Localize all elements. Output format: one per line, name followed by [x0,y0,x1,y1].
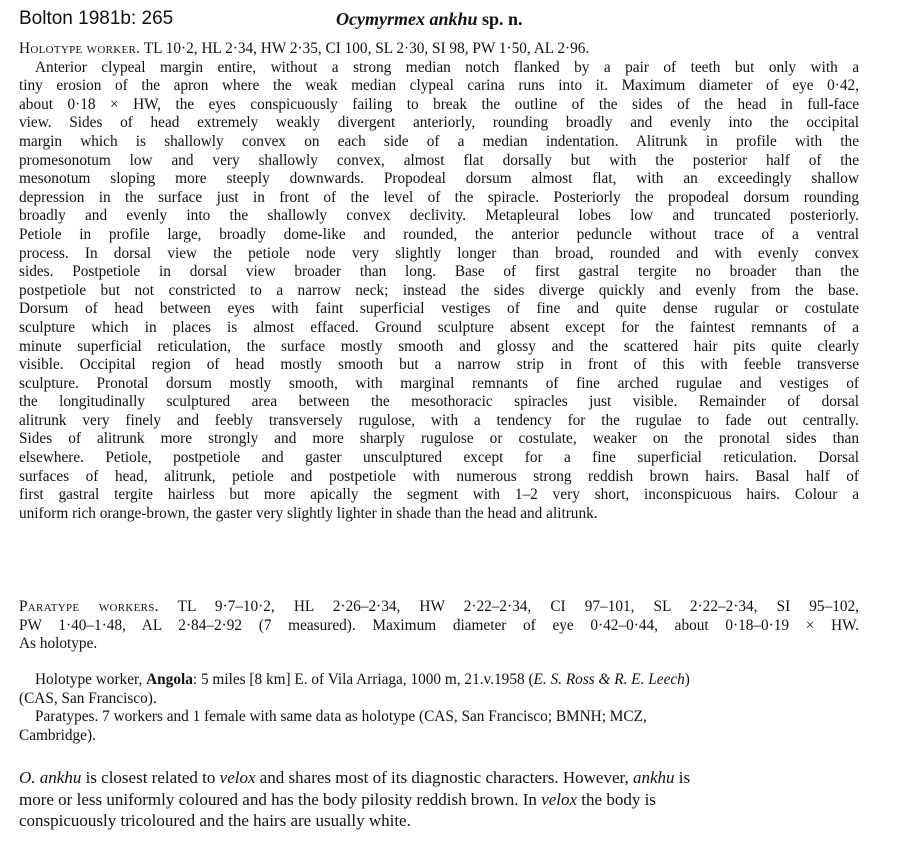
material-examined [19,671,859,745]
note-line-2 [19,789,859,811]
note-text-1: is closest related to [81,768,220,787]
holotype-text-line: sculpture. Pronotal dorsum mostly smooth, with marginal remnants of fine arched rugulae and vestiges of [19,374,859,392]
holotype-text-line: sculpture which in places is almost effaced. Ground sculpture absent except for the faintest remnants of a [19,318,859,336]
paratype-line-3: As holotype. [19,635,98,653]
note-species-2: velox [219,768,256,787]
collectors: E. S. Ross & R. E. Leech [533,671,685,688]
holotype-text-line: Sides of alitrunk more strongly and more sharply rugulose or costulate, weaker on the pronotal sides than [19,430,859,448]
holotype-description [19,40,859,523]
paratype-heading: Paratype workers. [19,598,159,615]
holotype-text-line: surfaces of head, alitrunk, petiole and postpetiole with numerous strong reddish brown hairs. Basal half of [19,467,859,485]
note-species-3: ankhu [632,768,675,787]
holotype-text-line: view. Sides of head extremely weakly divergent anteriorly, rounding broadly and evenly into the occipital [19,114,859,132]
holotype-text-line: Petiole in profile large, broadly dome-like and rounded, the anterior peduncle without trace of a ventral [19,225,859,243]
paratype-line-2: PW 1·40–1·48, AL 2·84–2·92 (7 measured). Maximum diameter of eye 0·42–0·44, about 0·18–0·19 × HW. [19,616,859,634]
holotype-material-prefix: Holotype worker, [35,671,147,688]
holotype-text-line: alitrunk very finely and feebly transversely rugulose, with a tendency for the rugulae to fade out centrally. [19,411,859,429]
note-text-5: the body is [577,789,656,809]
holotype-text-line: elsewhere. Petiole, postpetiole and gaster unsculptured except for a fine superficial reticulation. Dorsal [19,449,859,467]
holotype-text-line: postpetiole but not constricted to a narrow neck; instead the sides diverge quickly and evenly from the base. [19,281,859,299]
holotype-text-line: visible. Occipital region of head mostly smooth but a narrow strip in front of this with feeble transverse [19,356,859,374]
note-species-4: velox [541,789,578,809]
holotype-locality: : 5 miles [8 km] E. of Vila Arriaga, 1000 m, 21.v.1958 ( [192,671,534,688]
country: Angola [146,671,193,688]
reference-citation: Bolton 1981b: 265 [19,8,174,29]
holotype-text-line: Anterior clypeal margin entire, without a strong median notch flanked by a pair of teeth but only with a [35,58,859,76]
holotype-text-line: margin which is shallowly convex on each side of a median indentation. Alitrunk in profile with the [19,132,859,150]
species-title [336,9,523,30]
note-text-4: more or less uniformly coloured and has the body pilosity reddish brown. In [19,789,542,809]
note-text-3: is [674,768,691,787]
holotype-text-line: promesonotum low and very shallowly convex, almost flat dorsally but with the posterior half of the [19,151,859,169]
species-suffix: sp. n. [477,9,523,29]
paratypes-material-line-1: Paratypes. 7 workers and 1 female with same data as holotype (CAS, San Francisco; BMNH; MCZ, [35,708,647,726]
holotype-text-line: minute superficial reticulation, the surface mostly smooth and glossy and the scattered hair pits quite clearly [19,337,859,355]
holotype-text-line: tiny erosion of the apron where the weak median clypeal carina runs into it. Maximum diameter of eye 0·42, [19,77,859,95]
holotype-heading-line [19,40,859,59]
holotype-measurements: TL 10·2, HL 2·34, HW 2·35, CI 100, SL 2·30, SI 98, PW 1·50, AL 2·96. [140,40,590,57]
paratypes-material-line-2: Cambridge). [19,726,96,744]
species-name: Ocymyrmex ankhu [336,9,478,29]
holotype-body [19,59,859,505]
holotype-last-line: uniform rich orange-brown, the gaster very slightly lighter in shade than the head and alitrunk. [19,504,598,522]
holotype-text-line: the longitudinally sculptured area between the mesothoracic spiracles just visible. Remainder of dorsal [19,393,859,411]
paratype-measurements: TL 9·7–10·2, HL 2·26–2·34, HW 2·22–2·34, CI 97–101, SL 2·22–2·34, SI 95–102, [158,598,859,615]
note-text-2: and shares most of its diagnostic characters. However, [255,768,633,787]
holotype-text-line: broadly and evenly into the shallowly convex declivity. Metapleural lobes low and truncated posteriorly. [19,207,859,225]
holotype-text-line: depression in the surface just in front of the level of the spiracle. Posteriorly the propodeal dorsum rounding [19,188,859,206]
holotype-text-line: mesonotum sloping more steeply downwards. Propodeal dorsum almost flat, with an exceedingly shallow [19,170,859,188]
holotype-text-line: Dorsum of head between eyes with faint superficial vestiges of fine and quite dense rugular or costulate [19,300,859,318]
note-line-1 [19,767,859,789]
paratype-line-1 [19,598,859,617]
note-line-3: conspicuously tricoloured and the hairs are usually white. [19,811,411,830]
holotype-text-line: sides. Postpetiole in dorsal view broader than long. Base of first gastral tergite no broader than the [19,263,859,281]
holotype-text-line: about 0·18 × HW, the eyes conspicuously failing to break the outline of the sides of the head in full-face [19,95,859,113]
note-species-1: O. ankhu [19,768,82,787]
holotype-material-line-2: (CAS, San Francisco). [19,689,157,707]
holotype-heading: Holotype worker. [19,40,141,57]
holotype-text-line: process. In dorsal view the petiole node very slightly longer than broad, rounded and with evenly convex [19,244,859,262]
holotype-text-line: first gastral tergite hairless but more apically the segment with 1–2 very short, inconspicuous hairs. Colour a [19,486,859,504]
holotype-material-line-1 [19,671,859,690]
paratype-description [19,598,859,654]
holotype-close: ) [684,671,690,688]
comparative-note [19,767,859,832]
